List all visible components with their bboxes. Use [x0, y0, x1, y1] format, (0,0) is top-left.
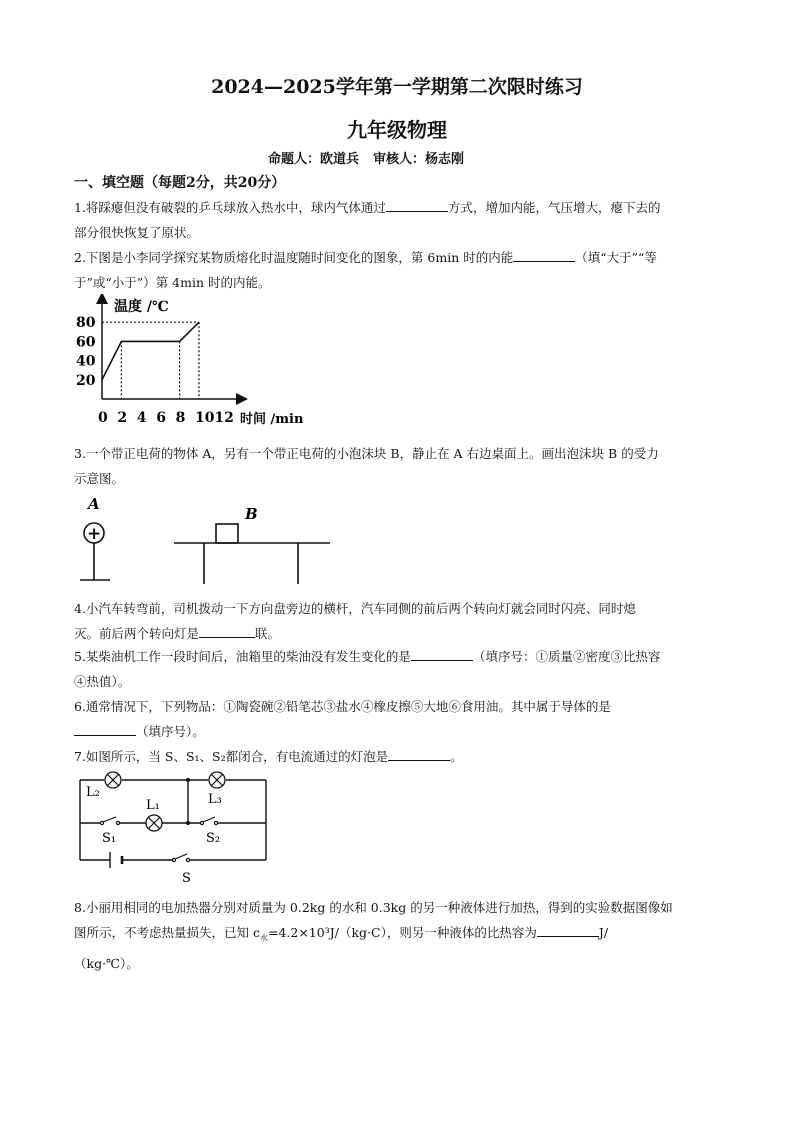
answer-blank[interactable] [537, 922, 599, 937]
circuit-diagram [72, 768, 272, 890]
label-l1: L₁ [146, 798, 160, 813]
question-2 [74, 245, 724, 295]
author-line [268, 148, 478, 167]
y-tick-label: 80 [76, 315, 96, 332]
label-l2: L₂ [86, 785, 100, 800]
answer-blank[interactable] [513, 247, 575, 262]
question-5 [74, 644, 724, 694]
y-axis-label: 温度 /℃ [114, 299, 169, 315]
x-axis-label: 时间 /min [240, 412, 304, 427]
answer-blank[interactable] [411, 646, 473, 661]
q4-text-3: 联。 [255, 626, 281, 641]
q8-text: 8.小丽用相同的电加热器分别对质量为 0.2kg 的水和 0.3kg 的另一种液体进行加热，得到的实验数据图像如 [74, 900, 673, 915]
question-6 [74, 694, 724, 744]
x-tick-label: 4 [136, 410, 147, 426]
q6-text: 6.通常情况下，下列物品：①陶瓷碗②铅笔芯③盐水④橡皮擦⑤大地⑥食用油。其中属于导体的是 [74, 699, 611, 714]
section-heading: 一、填空题（每题2分，共20分） [74, 175, 286, 191]
q8-text-2: 图所示，不考虑热量损失，已知 c [74, 925, 260, 940]
plus-sign: + [87, 524, 102, 544]
switch-s1 [100, 817, 119, 825]
lamp-l2 [105, 772, 121, 788]
label-s1: S₁ [102, 831, 117, 846]
exam-subtitle: 九年级物理 [347, 118, 447, 142]
q2-text-3: 于”或“小于”）第 4min 时的内能。 [74, 275, 271, 290]
q2-text-2: （填“大于”“等 [575, 250, 657, 265]
x-tick-label: 6 [156, 410, 166, 426]
q2-text: 2.下图是小李同学探究某物质熔化时温度随时间变化的图象，第 6min 时的内能 [74, 250, 514, 265]
q4-text-2: 灭。前后两个转向灯是 [74, 626, 200, 641]
reviewer: 审核人：杨志刚 [373, 152, 465, 167]
q8-text-4: J/ [598, 925, 609, 940]
y-tick-label: 60 [76, 334, 96, 351]
temperature-curve [102, 322, 199, 380]
q7-text: 7.如图所示，当 S、S₁、S₂都闭合，有电流通过的灯泡是 [74, 749, 389, 764]
author: 命题人：欧道兵 [268, 152, 360, 167]
charge-diagram [70, 492, 340, 588]
y-tick-label: 20 [76, 372, 96, 389]
label-s2: S₂ [206, 831, 221, 846]
question-3 [74, 441, 724, 491]
exam-title: 2024—2025学年第一学期第二次限时练习 [211, 76, 583, 98]
q7-text-2: 。 [450, 749, 463, 764]
question-7 [74, 744, 724, 769]
melting-graph [66, 294, 316, 430]
switch-s [172, 854, 189, 862]
label-s: S [182, 871, 191, 886]
label-l3: L₃ [208, 792, 222, 807]
label-a: A [88, 495, 100, 513]
q5-text-3: ④热值）。 [74, 674, 131, 689]
q8-subscript: 水 [259, 933, 268, 943]
answer-blank[interactable] [388, 746, 450, 761]
x-tick-label: 12 [214, 410, 234, 426]
answer-blank[interactable] [74, 721, 136, 736]
junction-dot [186, 821, 190, 825]
q6-text-2: （填序号）。 [136, 724, 205, 739]
q1-text-2: 方式，增加内能，气压增大，瘪下去的 [447, 200, 661, 215]
x-tick-label: 10 [195, 410, 215, 426]
foam-block-b [216, 524, 238, 543]
y-tick-label: 40 [76, 353, 96, 370]
label-b: B [245, 505, 258, 523]
q3-text: 3.一个带正电荷的物体 A，另有一个带正电荷的小泡沫块 B，静止在 A 右边桌面上。画出泡沫块 B 的受力 [74, 446, 659, 461]
answer-blank[interactable] [386, 197, 448, 212]
q3-text-2: 示意图。 [74, 471, 125, 486]
battery [110, 852, 122, 868]
q1-text-3: 部分很快恢复了原状。 [74, 225, 200, 240]
question-8 [74, 895, 724, 976]
junction-dot [186, 778, 190, 782]
question-1 [74, 195, 724, 245]
question-4 [74, 596, 724, 646]
x-tick-label: 2 [117, 410, 128, 426]
q4-text: 4.小汽车转弯前，司机拨动一下方向盘旁边的横杆，汽车同侧的前后两个转向灯就会同时闪亮、同时熄 [74, 601, 636, 616]
x-tick-label: 8 [175, 410, 186, 426]
q1-text: 1.将踩瘪但没有破裂的乒乓球放入热水中，球内气体通过 [74, 200, 386, 215]
switch-s2 [200, 817, 217, 825]
answer-blank[interactable] [199, 623, 255, 638]
lamp-l3 [209, 772, 225, 788]
q5-text-2: （填序号：①质量②密度③比热容 [472, 649, 661, 664]
q5-text: 5.某柴油机工作一段时间后，油箱里的柴油没有发生变化的是 [74, 649, 411, 664]
q8-text-5: （kg·℃）。 [74, 955, 139, 971]
x-tick-label: 0 [98, 410, 108, 426]
q8-text-3: =4.2×10³J/（kg·C），则另一种液体的比热容为 [267, 925, 537, 940]
lamp-l1 [146, 815, 162, 831]
